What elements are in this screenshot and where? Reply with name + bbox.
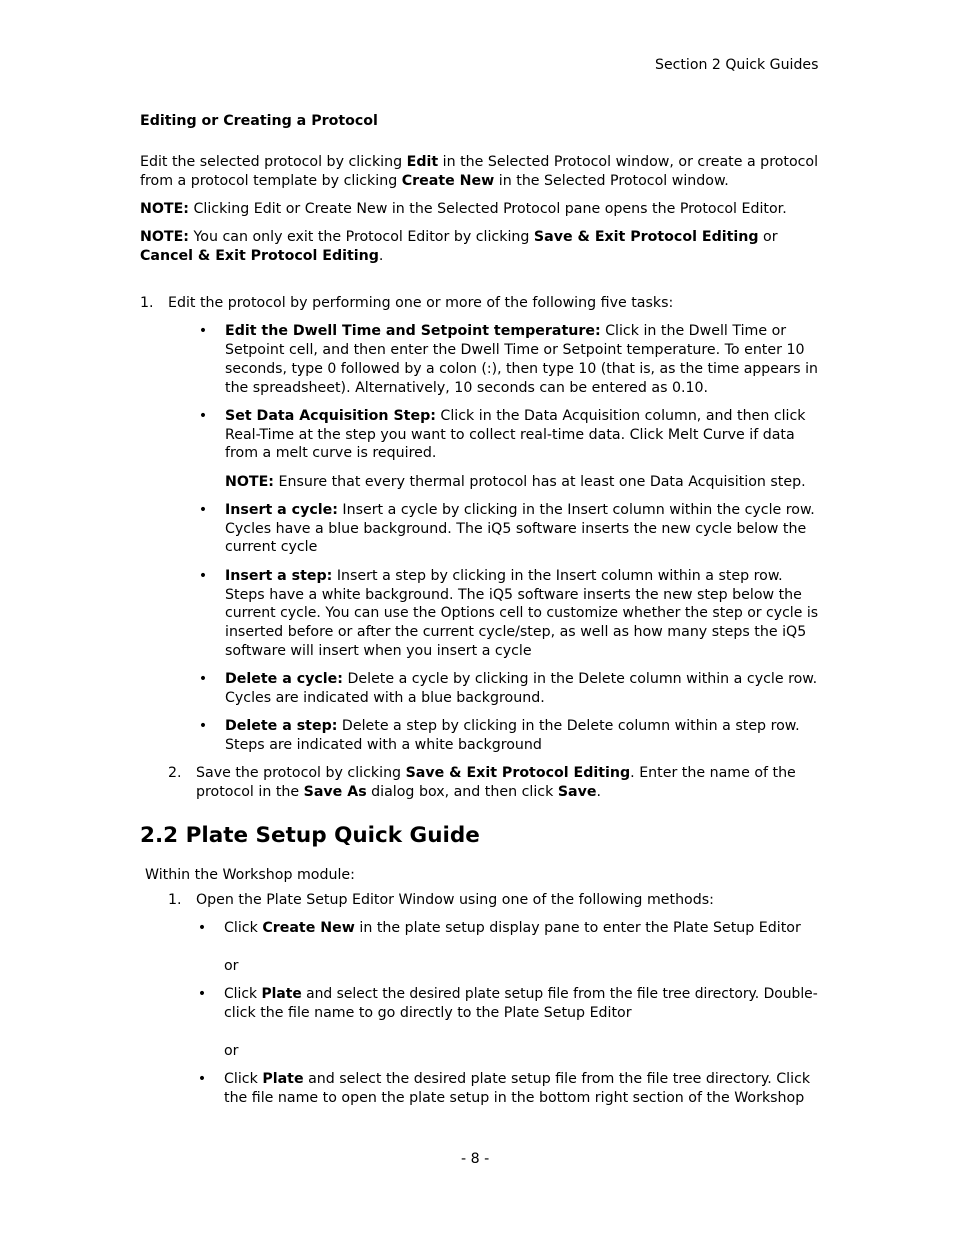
task-delete-cycle-line-1: Delete a cycle: Delete a cycle by clicking in the Delete column within a cycle row. (225, 671, 818, 687)
task-insert-cycle-line-3: current cycle (225, 539, 318, 555)
task-insert-step-line-1: Insert a step: Insert a step by clicking in the Insert column within a step row. (225, 568, 783, 584)
task-dwell-line-1: Edit the Dwell Time and Setpoint temperature: Click in the Dwell Time or (225, 323, 787, 339)
step-2-line-2: protocol in the Save As dialog box, and then click Save. (196, 784, 601, 800)
task-insert-cycle-line-1: Insert a cycle: Insert a cycle by clicking in the Insert column within the cycle row. (225, 502, 815, 518)
or-separator: or (224, 1043, 239, 1059)
task-insert-step-line-5: software will insert when you insert a cycle (225, 643, 532, 659)
step-2-line-1: Save the protocol by clicking Save & Exit Protocol Editing. Enter the name of the (196, 765, 796, 781)
method-2-line-2: click the file name to go directly to the Plate Setup Editor (224, 1005, 632, 1021)
method-1-line-1: Click Create New in the plate setup display pane to enter the Plate Setup Editor (224, 920, 801, 936)
bullet-icon: • (197, 1071, 207, 1087)
task-dwell-line-3: seconds, type 0 followed by a colon (:), then type 10 (that is, as the time appears in (225, 361, 818, 377)
task-acq-line-2: Real-Time at the step you want to collect real-time data. Click Melt Curve if data (225, 427, 795, 443)
task-insert-step-line-3: current cycle. You can use the Options cell to customize whether the step or cycle is (225, 605, 819, 621)
bullet-icon: • (197, 920, 207, 936)
bullet-icon: • (198, 718, 208, 734)
plate-step-1-number: 1. (168, 892, 182, 908)
bullet-icon: • (198, 568, 208, 584)
task-dwell-line-2: Setpoint cell, and then enter the Dwell Time or Setpoint temperature. To enter 10 (225, 342, 805, 358)
heading-plate-setup: 2.2 Plate Setup Quick Guide (140, 823, 480, 848)
task-insert-cycle-line-2: Cycles have a blue background. The iQ5 software inserts the new cycle below the (225, 521, 807, 537)
task-insert-step-line-2: Steps have a white background. The iQ5 software inserts the new step below the (225, 587, 802, 603)
note-2-line-1: NOTE: You can only exit the Protocol Editor by clicking Save & Exit Protocol Editing or (140, 229, 778, 245)
note-1: NOTE: Clicking Edit or Create New in the Selected Protocol pane opens the Protocol Editor. (140, 201, 787, 217)
task-delete-step-line-1: Delete a step: Delete a step by clicking in the Delete column within a step row. (225, 718, 800, 734)
note-3: NOTE: Ensure that every thermal protocol has at least one Data Acquisition step. (225, 474, 806, 490)
step-2-number: 2. (168, 765, 182, 781)
note-2-line-2: Cancel & Exit Protocol Editing. (140, 248, 384, 264)
method-3-line-2: the file name to open the plate setup in the bottom right section of the Workshop (224, 1090, 805, 1106)
plate-intro: Within the Workshop module: (145, 867, 355, 883)
task-insert-step-line-4: inserted before or after the current cycle/step, as well as how many steps the iQ5 (225, 624, 807, 640)
intro-line-2: from a protocol template by clicking Create New in the Selected Protocol window. (140, 173, 729, 189)
plate-step-1-text: Open the Plate Setup Editor Window using one of the following methods: (196, 892, 714, 908)
bullet-icon: • (198, 408, 208, 424)
method-3-line-1: Click Plate and select the desired plate setup file from the file tree directory. Click (224, 1071, 811, 1087)
page-number: - 8 - (461, 1151, 490, 1167)
task-delete-step-line-2: Steps are indicated with a white background (225, 737, 542, 753)
bullet-icon: • (198, 671, 208, 687)
step-1-text: Edit the protocol by performing one or more of the following five tasks: (168, 295, 674, 311)
bullet-icon: • (197, 986, 207, 1002)
task-dwell-line-4: the spreadsheet). Alternatively, 10 seconds can be entered as 0.10. (225, 380, 709, 396)
task-acq-line-3: from a melt curve is required. (225, 445, 437, 461)
bullet-icon: • (198, 323, 208, 339)
section-title: Editing or Creating a Protocol (140, 113, 378, 129)
step-1-number: 1. (140, 295, 154, 311)
task-acq-line-1: Set Data Acquisition Step: Click in the Data Acquisition column, and then click (225, 408, 806, 424)
intro-line-1: Edit the selected protocol by clicking Edit in the Selected Protocol window, or create a protocol (140, 154, 819, 170)
bullet-icon: • (198, 502, 208, 518)
task-delete-cycle-line-2: Cycles are indicated with a blue background. (225, 690, 545, 706)
running-header: Section 2 Quick Guides (655, 57, 819, 73)
or-separator: or (224, 958, 239, 974)
method-2-line-1: Click Plate and select the desired plate setup file from the file tree directory. Double- (224, 986, 818, 1002)
